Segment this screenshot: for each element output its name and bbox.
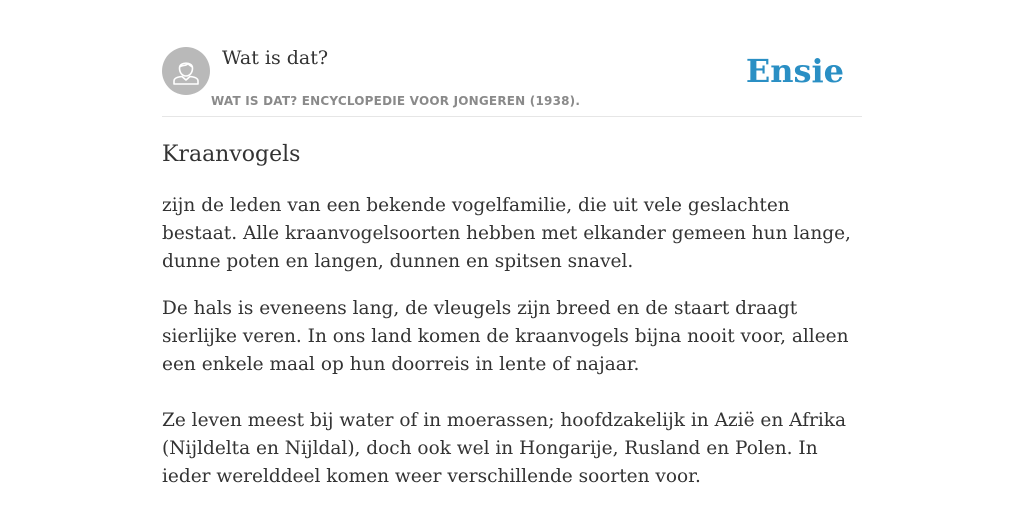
brand-logo[interactable]: Ensie: [745, 52, 844, 90]
article-paragraph: Ze leven meest bij water of in moerassen; hoofdzakelijk in Azië en Afrika (Nijldelta en Nijldal), doch ook wel in Hongarije, Rusland en Polen. In ieder werelddeel komen weer verschillende soorten voor.: [162, 410, 847, 487]
source-header: [162, 46, 862, 117]
source-title[interactable]: Wat is dat?: [222, 47, 329, 69]
source-subtitle[interactable]: WAT IS DAT? ENCYCLOPEDIE VOOR JONGEREN (1938).: [211, 94, 581, 108]
article-paragraph: De hals is eveneens lang, de vleugels zijn breed en de staart draagt sierlijke veren. In ons land komen de kraanvogels bijna nooit voor, alleen een enkele maal op hun doorreis in lente of najaar.: [162, 298, 849, 375]
article-paragraph: zijn de leden van een bekende vogelfamilie, die uit vele geslachten bestaat. Alle kraanvogelsoorten hebben met elkander gemeen hun lange, dunne poten en langen, dunnen en spitsen snavel.: [162, 195, 851, 272]
user-icon[interactable]: [162, 47, 210, 95]
article-title: Kraanvogels: [162, 142, 301, 167]
